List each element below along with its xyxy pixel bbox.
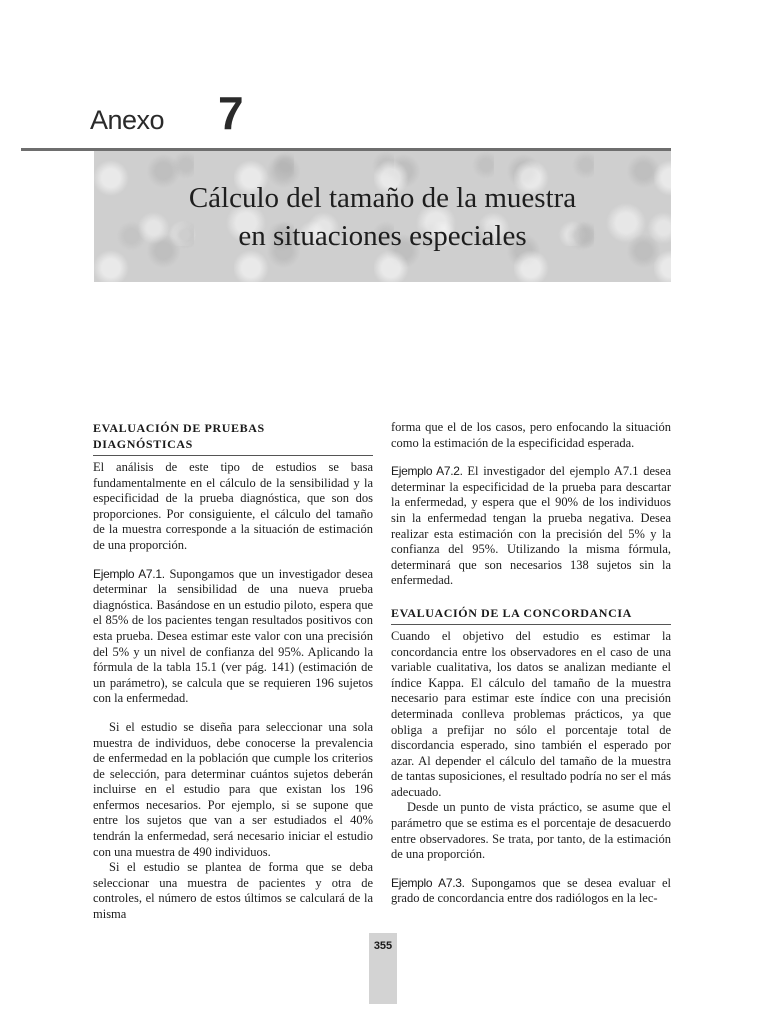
section-heading-line-1: EVALUACIÓN DE PRUEBAS [93,421,265,435]
example-text: Supongamos que un investigador desea determinar la sensibilidad de una nueva prueba diagnóstica. Basándose en un estudio piloto, espera que el 85% de los pacientes tengan resultados positivos con esta prueba. Desea estimar este valor con una precisión del 5% y un nivel de confianza del 95%. Aplicando la fórmula de la tabla 15.1 (ver pág. 141) (estimación de un parámetro), se calcula que se requieren 196 sujetos con la enfermedad. [93,566,373,706]
right-column [391,420,671,907]
section-heading-concordance: EVALUACIÓN DE LA CONCORDANCIA [391,605,671,625]
section-heading-line-2: DIAGNÓSTICAS [93,437,193,451]
example-paragraph [93,567,373,707]
example-text: Supongamos que se desea evaluar el grado de concordancia entre dos radiólogos en la lec- [391,875,672,906]
page-number: 355 [373,940,393,952]
section-heading-diagnostic-tests [93,420,373,456]
example-text: El investigador del ejemplo A7.1 desea determinar la especificidad de la prueba para descartar la enfermedad, y espera que el 90% de los individuos sin la enfermedad tengan la prueba negativa. Desea realizar esta estimación con la precisión del 5% y la confianza del 95%. Utilizando la misma fórmula, determinará que son necesarios 138 sujetos sin la enfermedad. [391,464,671,588]
title-banner [94,151,671,282]
annex-label: Anexo [90,105,165,135]
chapter-title-line-1: Cálculo del tamaño de la muestra [188,181,577,214]
paragraph: Si el estudio se plantea de forma que se deba seleccionar una muestra de pacientes y otra de controles, el número de estos últimos se calculará de la misma [93,860,373,922]
example-paragraph [391,464,671,589]
annex-header [90,87,390,144]
left-column [93,420,373,923]
example-paragraph [391,876,671,907]
paragraph: Desde un punto de vista práctico, se asume que el parámetro que se estima es el porcentaje de desacuerdo entre observadores. Se trata, por tanto, de la estimación de una proporción. [391,800,671,862]
chapter-title-line-2: en situaciones especiales [238,219,527,252]
paragraph: El análisis de este tipo de estudios se basa fundamentalmente en el cálculo de la sensibilidad y la especificidad de la prueba diagnóstica, que son dos proporciones. Por consiguiente, el cálculo del tamaño de la muestra corresponde a la situación de estimación de una proporción. [93,460,373,552]
paragraph: Si el estudio se diseña para seleccionar una sola muestra de individuos, debe conocerse la prevalencia de enfermedad en la población que cumple los criterios de selección, para determinar cuántos sujetos deberán incluirse en el estudio para que existan los 196 enfermos necesarios. Por ejemplo, si se supone que entre los sujetos que van a ser estudiados el 40% tendrán la enfermedad, será necesario iniciar el estudio con una muestra de 490 individuos. [93,719,373,859]
example-label: Ejemplo A7.3. [391,875,465,890]
example-label: Ejemplo A7.2. [391,464,463,479]
example-label: Ejemplo A7.1. [93,566,165,581]
annex-number: 7 [218,87,244,139]
paragraph: Cuando el objetivo del estudio es estimar la concordancia entre los observadores en el caso de una variable cualitativa, los datos se analizan mediante el índice Kappa. El cálculo del tamaño de la muestra necesario para estimar este índice con una precisión determinada conlleva problemas prácticos, ya que obliga a prefijar no sólo el porcentaje total de discordancia esperado, sino también el esperado por azar. Al depender el cálculo del tamaño de la muestra de tantas suposiciones, el resultado podría no ser el más adecuado. [391,628,671,799]
paragraph: forma que el de los casos, pero enfocando la situación como la estimación de la especificidad esperada. [391,420,671,450]
